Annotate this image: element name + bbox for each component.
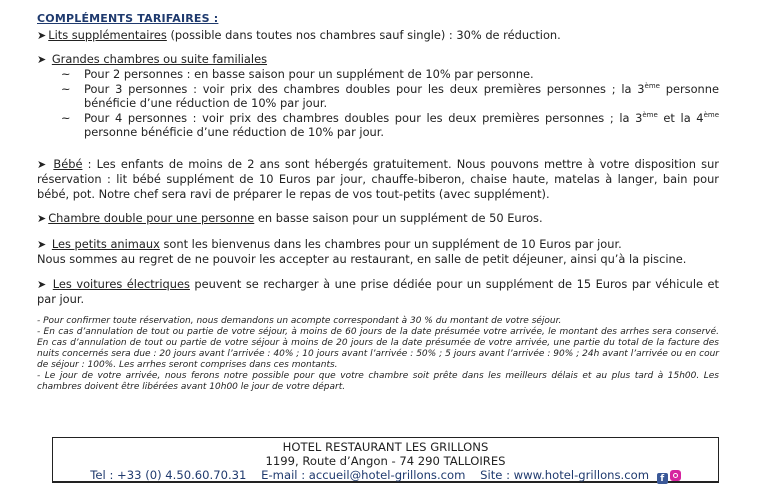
note-arrival: - Le jour de votre arrivée, nous ferons notre possible pour que votre chambre soit prête dans les meilleurs délais et au plus tard à 15h00. Les chambres doivent être libérées avant 10h00 le jour de votre départ. — [37, 370, 719, 392]
grandes-heading-text: Grandes chambres ou suite familiales — [51, 51, 268, 66]
tariff-supplements — [37, 12, 719, 393]
hotel-address: 1199, Route d’Angon - 74 290 TALLOIRES — [265, 454, 506, 468]
voitures-paragraph — [37, 277, 719, 307]
arrow-right-icon: ➤ — [37, 212, 47, 225]
animaux-text: sont les bienvenus dans les chambres pour un supplément de 10 Euros par jour. — [159, 236, 622, 251]
animaux-line2: Nous sommes au regret de ne pouvoir les accepter au restaurant, en salle de petit déjeuner, ainsi qu’à la piscine. — [37, 252, 687, 266]
arrow-right-icon: ➤ — [37, 157, 47, 171]
tilde-dash-icon: ~ — [61, 67, 71, 81]
grandes-heading — [37, 52, 719, 68]
hotel-contact — [53, 468, 718, 484]
social-icons — [657, 470, 681, 484]
page-title: COMPLÉMENTS TARIFAIRES : — [37, 12, 219, 25]
arrow-right-icon: ➤ — [37, 237, 47, 251]
animaux-link: Les petits animaux — [51, 236, 160, 251]
lits-link: Lits supplémentaires — [48, 28, 167, 42]
voitures-link: Les voitures électriques — [52, 276, 190, 291]
grandes-item-2: ~ Pour 2 personnes : en basse saison pour un supplément de 10% par personne. — [61, 67, 534, 81]
voitures-text: peuvent se recharger à une prise dédiée pour un supplément de 15 Euros par véhicule et par jour. — [37, 276, 719, 306]
lits-text: (possible dans toutes nos chambres sauf single) : 30% de réduction. — [166, 28, 561, 42]
arrow-right-icon: ➤ — [37, 277, 47, 291]
hotel-footer — [52, 437, 719, 483]
double-paragraph — [37, 211, 719, 227]
note-deposit: - Pour confirmer toute réservation, nous demandons un acompte correspondant à 30 % du montant de votre séjour. — [37, 315, 562, 326]
arrow-right-icon: ➤ — [37, 29, 47, 42]
note-cancellation: - En cas d’annulation de tout ou partie de votre séjour, à moins de 60 jours de la date présumée votre arrivée, le montant des arrhes sera conservé. En cas d’annulation de tout ou partie de votre séjour à moins de 20 jours de la date présumée de votre arrivée, une partie du total de la facture des nuits concernés sera due : 20 jours avant l’arrivée : 40% ; 10 jours avant l’arrivée : 50% ; 5 jours avant l’arrivée : 90% ; 24h avant l’arrivée ou en cour de séjour : 100%. Les arrhes seront comprises dans ces montants. — [37, 326, 719, 370]
double-text: en basse saison pour un supplément de 50 Euros. — [254, 211, 543, 225]
booking-notes — [37, 316, 719, 393]
tilde-dash-icon: ~ — [61, 81, 71, 96]
double-link: Chambre double pour une personne — [48, 211, 255, 225]
contact-line: Tel : +33 (0) 4.50.60.70.31 E-mail : accueil@hotel-grillons.com Site : www.hotel-grillons.com — [90, 468, 649, 482]
bebe-link: Bébé — [53, 156, 83, 171]
instagram-icon[interactable] — [670, 470, 681, 481]
lits-paragraph — [37, 28, 719, 44]
animaux-paragraph — [37, 237, 719, 253]
hotel-name: HOTEL RESTAURANT LES GRILLONS — [282, 440, 489, 454]
grandes-item-3: ~ Pour 3 personnes : voir prix des chambres doubles pour les deux premières personnes ; la 3ème personne bénéficie d’une réduction de 10% par jour. — [61, 81, 719, 110]
bebe-paragraph — [37, 157, 719, 202]
arrow-right-icon: ➤ — [37, 52, 47, 66]
tilde-dash-icon: ~ — [61, 110, 71, 125]
bebe-text: : Les enfants de moins de 2 ans sont hébergés gratuitement. Nous pouvons mettre à votre disposition sur réservation : lit bébé supplément de 10 Euros par jour, chauffe-biberon, chaise haute, matelas à langer, bain pour bébé, pot. Notre chef sera ravi de préparer le repas de vos tout-petits (avec supplément). — [37, 156, 719, 201]
facebook-icon[interactable]: f — [657, 473, 668, 484]
grandes-item-4: ~ Pour 4 personnes : voir prix des chambres doubles pour les deux premières personnes ; la 3ème et la 4ème personne bénéficie d’une réduction de 10% par jour. — [61, 110, 719, 139]
